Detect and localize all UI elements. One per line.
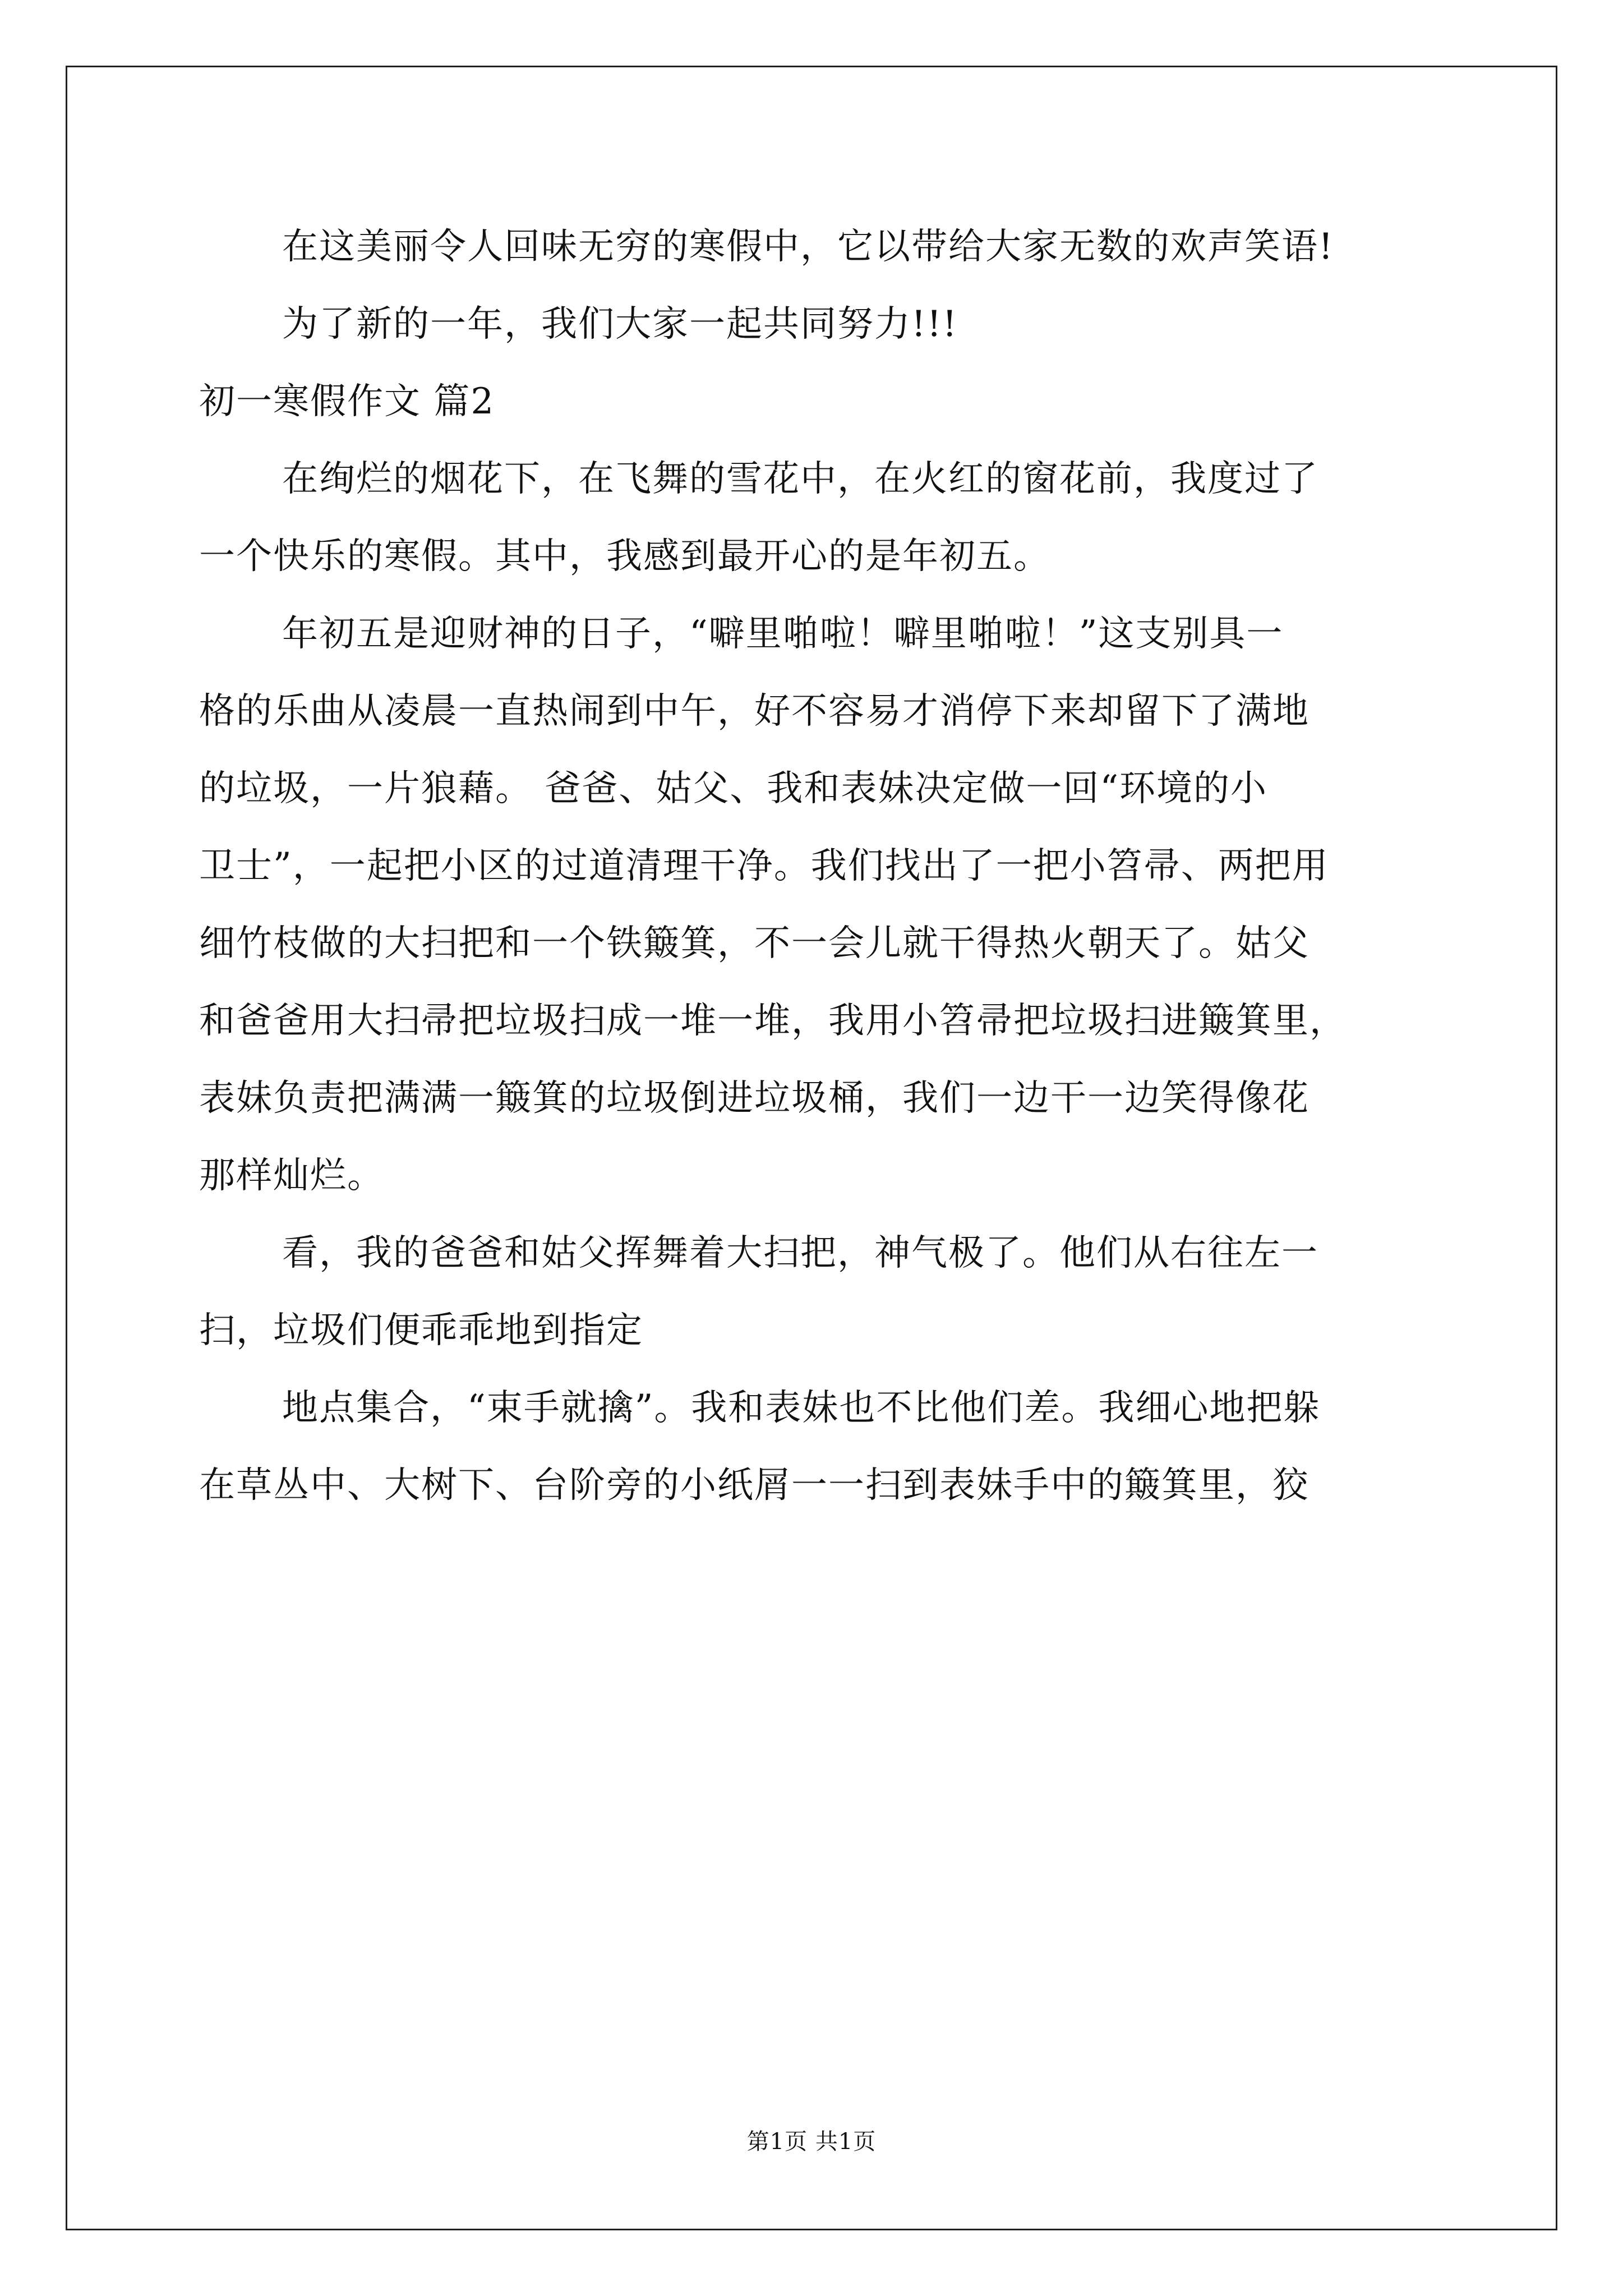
paragraph-line: 的垃圾，一片狼藉。 爸爸、姑父、我和表妹决定做一回“环境的小 bbox=[199, 768, 1268, 809]
paragraph-line: 表妹负责把满满一簸箕的垃圾倒进垃圾桶，我们一边干一边笑得像花 bbox=[199, 1078, 1310, 1119]
paragraph-line: 地点集合，“束手就擒”。我和表妹也不比他们差。我细心地把躲 bbox=[282, 1387, 1321, 1429]
paragraph-line: 在这美丽令人回味无穷的寒假中，它以带给大家无数的欢声笑语! bbox=[282, 226, 1334, 268]
paragraph-line: 细竹枝做的大扫把和一个铁簸箕，不一会儿就干得热火朝天了。姑父 bbox=[199, 923, 1310, 964]
paragraph-line: 年初五是迎财神的日子，“噼里啪啦！噼里啪啦！”这支别具一 bbox=[282, 613, 1284, 655]
paragraph-line: 和爸爸用大扫帚把垃圾扫成一堆一堆，我用小笤帚把垃圾扫进簸箕里， bbox=[199, 1000, 1347, 1042]
paragraph-line: 看，我的爸爸和姑父挥舞着大扫把，神气极了。他们从右往左一 bbox=[282, 1232, 1318, 1274]
paragraph-line: 为了新的一年，我们大家一起共同努力!!! bbox=[282, 303, 958, 345]
section-heading: 初一寒假作文 篇2 bbox=[199, 381, 495, 422]
paragraph-line: 卫士”，一起把小区的过道清理干净。我们找出了一把小笤帚、两把用 bbox=[199, 845, 1329, 887]
paragraph-line: 那样灿烂。 bbox=[199, 1155, 384, 1197]
paragraph-line: 扫，垃圾们便乖乖地到指定 bbox=[199, 1310, 643, 1351]
page-number-footer: 第1页 共1页 bbox=[746, 2129, 877, 2155]
paragraph-line: 在草丛中、大树下、台阶旁的小纸屑一一扫到表妹手中的簸箕里，狡 bbox=[199, 1465, 1310, 1506]
paragraph-line: 格的乐曲从凌晨一直热闹到中午，好不容易才消停下来却留下了满地 bbox=[199, 691, 1310, 732]
paragraph-line: 一个快乐的寒假。其中，我感到最开心的是年初五。 bbox=[199, 536, 1050, 577]
paragraph-line: 在绚烂的烟花下，在飞舞的雪花中，在火红的窗花前，我度过了 bbox=[282, 458, 1318, 500]
